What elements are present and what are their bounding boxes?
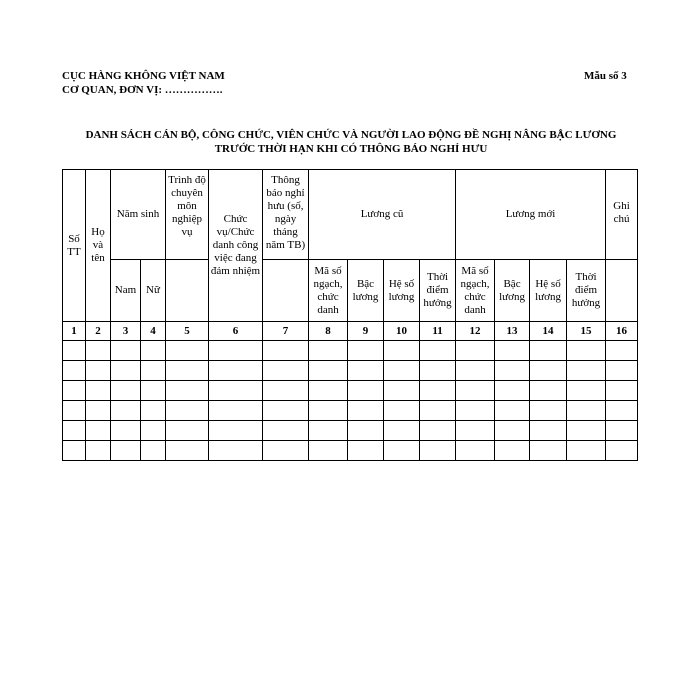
col-thong-bao-sub xyxy=(263,260,309,322)
table-row xyxy=(63,341,638,361)
table-cell[interactable] xyxy=(209,381,263,401)
table-cell[interactable] xyxy=(456,441,495,461)
table-cell[interactable] xyxy=(384,401,420,421)
table-cell[interactable] xyxy=(384,381,420,401)
col-trinh-do-header: Trình độ chuyên môn nghiệp vụ xyxy=(166,170,209,260)
table-cell[interactable] xyxy=(309,401,348,421)
table-cell[interactable] xyxy=(63,401,86,421)
table-cell[interactable] xyxy=(111,361,141,381)
table-cell[interactable] xyxy=(384,441,420,461)
table-cell[interactable] xyxy=(456,401,495,421)
table-row xyxy=(63,421,638,441)
table-cell[interactable] xyxy=(141,361,166,381)
table-cell[interactable] xyxy=(348,361,384,381)
table-row xyxy=(63,401,638,421)
table-cell[interactable] xyxy=(495,421,530,441)
table-cell[interactable] xyxy=(309,361,348,381)
table-cell[interactable] xyxy=(530,401,567,421)
table-cell[interactable] xyxy=(384,361,420,381)
column-number: 9 xyxy=(348,322,384,341)
column-number: 12 xyxy=(456,322,495,341)
table-cell[interactable] xyxy=(384,341,420,361)
column-number: 7 xyxy=(263,322,309,341)
column-number: 1 xyxy=(63,322,86,341)
table-cell[interactable] xyxy=(420,441,456,461)
col-luong-cu-header: Lương cũ xyxy=(309,170,456,260)
header-row-2 xyxy=(63,260,638,322)
table-cell[interactable] xyxy=(263,341,309,361)
col-he-so-moi-header: Hệ số lương xyxy=(530,260,567,322)
column-number: 16 xyxy=(606,322,638,341)
col-thoi-diem-cu-header: Thời điểm hưởng xyxy=(420,260,456,322)
table-cell[interactable] xyxy=(63,381,86,401)
table-cell[interactable] xyxy=(606,421,638,441)
document-title xyxy=(62,128,640,156)
table-cell[interactable] xyxy=(63,341,86,361)
col-ho-ten-header: Họ và tên xyxy=(86,170,111,322)
table-cell[interactable] xyxy=(456,361,495,381)
col-stt-header: Số TT xyxy=(63,170,86,322)
column-number: 3 xyxy=(111,322,141,341)
table-cell[interactable] xyxy=(530,441,567,461)
table-cell[interactable] xyxy=(111,381,141,401)
table-row xyxy=(63,361,638,381)
table-cell[interactable] xyxy=(86,401,111,421)
col-he-so-cu-header: Hệ số lương xyxy=(384,260,420,322)
salary-list-table xyxy=(62,169,638,461)
table-cell[interactable] xyxy=(111,421,141,441)
column-number: 10 xyxy=(384,322,420,341)
table-cell[interactable] xyxy=(495,441,530,461)
table-cell[interactable] xyxy=(166,441,209,461)
column-number: 4 xyxy=(141,322,166,341)
column-number: 2 xyxy=(86,322,111,341)
table-cell[interactable] xyxy=(495,401,530,421)
table-cell[interactable] xyxy=(209,441,263,461)
table-cell[interactable] xyxy=(141,401,166,421)
table-cell[interactable] xyxy=(309,441,348,461)
col-nam-header: Nam xyxy=(111,260,141,322)
column-number: 5 xyxy=(166,322,209,341)
table-cell[interactable] xyxy=(86,441,111,461)
table-cell[interactable] xyxy=(111,341,141,361)
table-cell[interactable] xyxy=(530,421,567,441)
column-number: 8 xyxy=(309,322,348,341)
table-cell[interactable] xyxy=(420,381,456,401)
table-cell[interactable] xyxy=(606,381,638,401)
header-row-1 xyxy=(63,170,638,260)
table-cell[interactable] xyxy=(456,421,495,441)
table-cell[interactable] xyxy=(420,421,456,441)
column-number: 14 xyxy=(530,322,567,341)
table-cell[interactable] xyxy=(63,361,86,381)
table-cell[interactable] xyxy=(209,361,263,381)
table-cell[interactable] xyxy=(420,401,456,421)
col-ma-so-moi-header: Mã số ngạch, chức danh xyxy=(456,260,495,322)
table-cell[interactable] xyxy=(141,381,166,401)
column-number: 15 xyxy=(567,322,606,341)
column-number: 6 xyxy=(209,322,263,341)
table-cell[interactable] xyxy=(111,441,141,461)
table-cell[interactable] xyxy=(567,361,606,381)
table-cell[interactable] xyxy=(263,441,309,461)
table-cell[interactable] xyxy=(606,401,638,421)
table-cell[interactable] xyxy=(606,341,638,361)
table-cell[interactable] xyxy=(348,381,384,401)
table-cell[interactable] xyxy=(348,401,384,421)
form-code: Mẫu số 3 xyxy=(584,70,627,82)
table-cell[interactable] xyxy=(166,401,209,421)
table-cell[interactable] xyxy=(263,381,309,401)
col-thong-bao-header: Thông báo nghỉ hưu (số, ngày tháng năm TB) xyxy=(263,170,309,260)
col-ma-so-cu-header: Mã số ngạch, chức danh xyxy=(309,260,348,322)
table-cell[interactable] xyxy=(567,401,606,421)
table-cell[interactable] xyxy=(141,441,166,461)
table-cell[interactable] xyxy=(63,441,86,461)
title-line-1: DANH SÁCH CÁN BỘ, CÔNG CHỨC, VIÊN CHỨC VÀ NGƯỜI LAO ĐỘNG ĐỀ NGHỊ NÂNG BẬC LƯƠNG xyxy=(85,129,617,141)
table-cell[interactable] xyxy=(86,341,111,361)
table-cell[interactable] xyxy=(530,341,567,361)
col-luong-moi-header: Lương mới xyxy=(456,170,606,260)
col-chuc-vu-header: Chức vụ/Chức danh công việc đang đảm nhiệm xyxy=(209,170,263,322)
table-cell[interactable] xyxy=(348,441,384,461)
table-cell[interactable] xyxy=(495,341,530,361)
table-cell[interactable] xyxy=(530,361,567,381)
table-cell[interactable] xyxy=(263,401,309,421)
agency-name: CỤC HÀNG KHÔNG VIỆT NAM xyxy=(62,70,225,82)
table-cell[interactable] xyxy=(420,341,456,361)
table-cell[interactable] xyxy=(606,441,638,461)
table-cell[interactable] xyxy=(63,421,86,441)
col-nu-header: Nữ xyxy=(141,260,166,322)
table-cell[interactable] xyxy=(263,361,309,381)
unit-line: CƠ QUAN, ĐƠN VỊ: ……………. xyxy=(62,84,223,96)
table-cell[interactable] xyxy=(567,441,606,461)
table-cell[interactable] xyxy=(384,421,420,441)
table-cell[interactable] xyxy=(209,341,263,361)
table-row xyxy=(63,381,638,401)
table-cell[interactable] xyxy=(263,421,309,441)
table-cell[interactable] xyxy=(567,421,606,441)
table-cell[interactable] xyxy=(141,341,166,361)
table-cell[interactable] xyxy=(456,381,495,401)
col-bac-luong-cu-header: Bậc lương xyxy=(348,260,384,322)
title-line-2: TRƯỚC THỜI HẠN KHI CÓ THÔNG BÁO NGHỈ HƯU xyxy=(214,143,488,155)
table-cell[interactable] xyxy=(309,381,348,401)
column-number-row xyxy=(63,322,638,341)
table-cell[interactable] xyxy=(567,381,606,401)
table-cell[interactable] xyxy=(209,421,263,441)
col-bac-luong-moi-header: Bậc lương xyxy=(495,260,530,322)
table-cell[interactable] xyxy=(86,361,111,381)
col-ghi-chu-header: Ghi chú xyxy=(606,170,638,260)
table-cell[interactable] xyxy=(495,381,530,401)
table-cell[interactable] xyxy=(456,341,495,361)
table-cell[interactable] xyxy=(309,421,348,441)
table-cell[interactable] xyxy=(141,421,166,441)
table-cell[interactable] xyxy=(348,341,384,361)
table-cell[interactable] xyxy=(111,401,141,421)
table-row xyxy=(63,441,638,461)
table-cell[interactable] xyxy=(86,381,111,401)
table-cell[interactable] xyxy=(348,421,384,441)
table-cell[interactable] xyxy=(420,361,456,381)
table-cell[interactable] xyxy=(530,381,567,401)
col-thoi-diem-moi-header: Thời điểm hưởng xyxy=(567,260,606,322)
table-cell[interactable] xyxy=(495,361,530,381)
col-ghi-chu-sub xyxy=(606,260,638,322)
col-nam-sinh-header: Năm sinh xyxy=(111,170,166,260)
table-cell[interactable] xyxy=(166,381,209,401)
table-cell[interactable] xyxy=(166,421,209,441)
table-cell[interactable] xyxy=(166,341,209,361)
col-trinh-do-sub xyxy=(166,260,209,322)
table-cell[interactable] xyxy=(309,341,348,361)
table-cell[interactable] xyxy=(166,361,209,381)
table-cell[interactable] xyxy=(606,361,638,381)
column-number: 11 xyxy=(420,322,456,341)
table-cell[interactable] xyxy=(209,401,263,421)
column-number: 13 xyxy=(495,322,530,341)
table-cell[interactable] xyxy=(567,341,606,361)
table-cell[interactable] xyxy=(86,421,111,441)
